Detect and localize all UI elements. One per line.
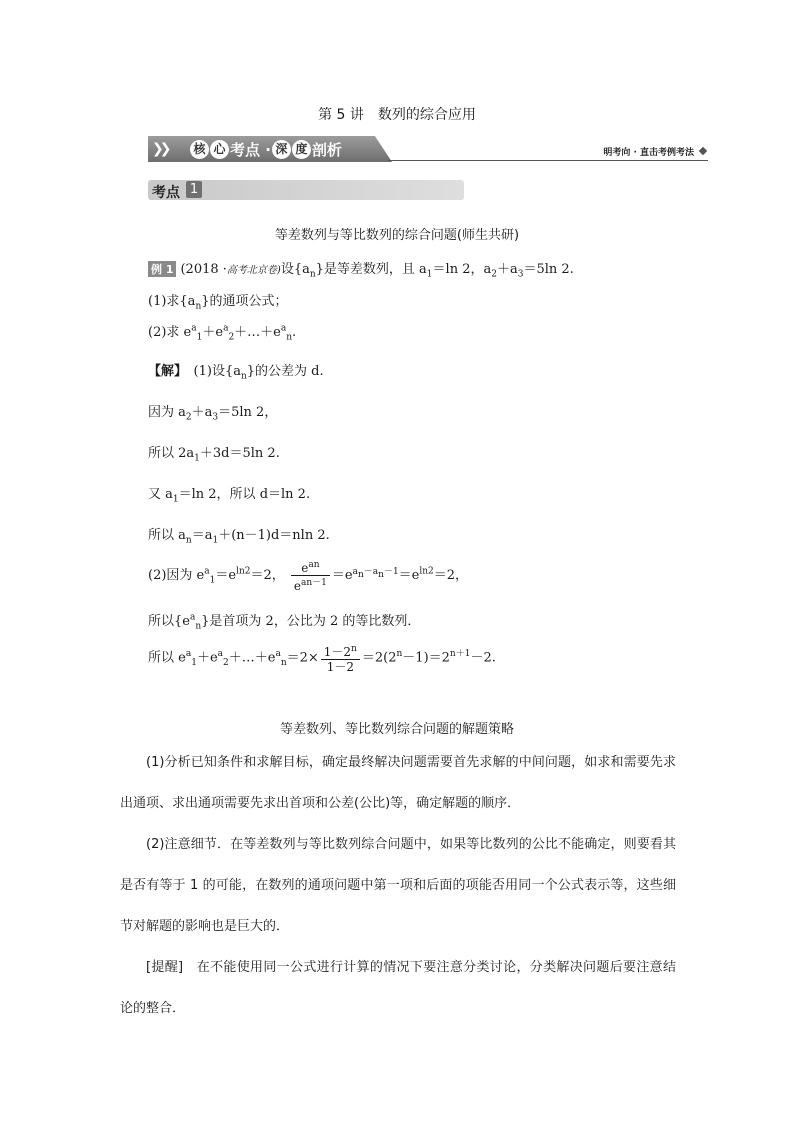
text: 2: [185, 412, 192, 423]
text: 在不能使用同一公式进行计算的情况下要注意分类讨论，分类解决问题后要注意结论的整合．: [120, 960, 676, 1016]
text: 3: [212, 412, 219, 423]
text: ＝ln 2，a: [432, 262, 492, 277]
divider: [388, 160, 708, 161]
text: ＝2，: [250, 568, 285, 583]
solution-line-7: 所以$\{e^a_n\}$是首项为 2，公比为 2 的等比数列．: [148, 612, 421, 632]
text: n: [396, 649, 403, 660]
example-source: 高考北京卷): [226, 265, 281, 276]
text: 因为 a: [148, 405, 186, 420]
text: n: [240, 371, 247, 382]
text: 又 a: [148, 487, 173, 502]
text: }是等差数列，且 a: [315, 262, 427, 277]
page-title: 第 5 讲 数列的综合应用: [318, 107, 476, 123]
text: e: [293, 579, 301, 593]
text: －1)＝2: [402, 650, 450, 666]
section-title: 等差数列与等比数列的综合问题(师生共研): [274, 228, 520, 243]
text: an－1: [301, 578, 327, 588]
text: 1: [194, 453, 200, 464]
text: (2)求 e: [148, 325, 192, 340]
text: }的公差为 d.: [246, 364, 324, 379]
banner-char: 度: [292, 140, 311, 159]
text: n: [309, 269, 316, 280]
text: ＋a: [496, 262, 518, 277]
text: 所以 e: [148, 650, 186, 666]
text: n＋1: [449, 649, 471, 660]
example-year: (2018 ·: [180, 262, 227, 277]
text: (1)求{a: [148, 294, 196, 309]
text: ln2: [419, 566, 434, 577]
text: .: [292, 325, 297, 340]
text: (2)因为 e: [148, 568, 205, 583]
text: 所以{e: [148, 614, 190, 629]
banner-text: 考点 ·: [230, 141, 271, 159]
example-stem: [148, 258, 574, 280]
text: ＋(n－1)d＝nln 2.: [218, 528, 330, 543]
banner-char: 深: [272, 140, 291, 159]
text: e: [301, 561, 309, 575]
solution-label: 【解】: [148, 364, 181, 379]
text: ＝e: [398, 568, 420, 583]
text: }的通项公式；: [201, 294, 288, 309]
chevron-right-icon: ❯❯: [152, 141, 168, 157]
text: ＝a: [191, 528, 213, 543]
text: 设{a: [280, 262, 310, 277]
kaodian-bar: [148, 180, 464, 200]
text: ＝2，: [433, 568, 469, 583]
question-1: [148, 290, 288, 312]
text: ln2: [236, 566, 251, 577]
kaodian-number: 1: [186, 181, 202, 198]
solution-line-8: 所以 $e^a_1+e^a_2+\dots+e^a_n=2\times$ $\frac{1-2^n}{1-2}$ $=2(2^n-1)=2^{n+1}-2$.: [148, 644, 496, 674]
text: ＝5ln 2.: [523, 262, 574, 277]
banner-text: 剖析: [311, 141, 342, 159]
solution-line-2: [148, 401, 277, 423]
text: n: [351, 644, 357, 654]
section-banner: [148, 136, 708, 162]
banner-char: 核: [190, 140, 209, 159]
text: 2: [491, 269, 497, 280]
text: ＝2(2: [361, 650, 397, 666]
text: (1)设{a: [193, 364, 241, 379]
strategy-paragraph-2: (2)注意细节．在等差数列与等比数列综合问题中，如果等比数列的公比不能确定，则要看其是否有等于 1 的可能，在数列的通项问题中第一项和后面的项能否用同一个公式表示等，这些细节对解题的影响也是巨大的．: [120, 837, 676, 934]
text: an: [308, 560, 320, 570]
text: 1－2: [323, 645, 352, 659]
text: ＝e: [331, 568, 353, 583]
example-badge: 例 1: [148, 261, 176, 277]
text: 所以 2a: [148, 446, 195, 461]
text: ＝2×: [286, 650, 319, 666]
text: ＋a: [191, 405, 213, 420]
solution-line-4: [148, 483, 310, 505]
solution-line-6: (2)因为 $e^a_1=e^{ln2}=2$， $\frac{e^{an}}{e^{an-1}}$ $=e^{a_n-a_n-1}=e^{ln2}=2$，: [148, 560, 469, 593]
solution-line-5: [148, 524, 330, 546]
text: 所以 a: [148, 528, 186, 543]
kaodian-label: 考点: [152, 185, 180, 201]
text: ＝e: [215, 568, 237, 583]
text: }是首项为 2，公比为 2 的等比数列．: [201, 614, 421, 629]
text: ＝ln 2，所以 d＝ln 2.: [178, 487, 311, 502]
banner-char: 心: [210, 140, 229, 159]
text: ＋3d＝5ln 2.: [199, 446, 280, 461]
text: 1: [212, 535, 219, 546]
text: n: [195, 301, 202, 312]
text: n: [185, 535, 192, 546]
text: 1: [426, 269, 433, 280]
strategy-paragraph-1: (1)分析已知条件和求解目标，确定最终解决问题需要首先求解的中间问题，如求和需要先求出通项、求出通项需要先求出首项和公差(公比)等，确定解题的顺序．: [120, 755, 676, 811]
banner-subtitle: 明考向 · 直击考例考法: [603, 148, 694, 158]
fraction: [321, 642, 360, 674]
strategy-paragraph-3: [120, 947, 676, 1029]
diamond-icon: [699, 147, 707, 155]
text: 3: [517, 269, 524, 280]
text: 1－2: [326, 660, 354, 674]
question-2: (2)求 $e^a_1+e^a_2+\dots+e^a_n$.: [148, 323, 297, 343]
strategy-title: 等差数列、等比数列综合问题的解题策略: [279, 722, 514, 737]
text: 1: [172, 494, 179, 505]
solution-line-3: [148, 442, 280, 464]
banner-title: [190, 139, 342, 160]
reminder-label: [提醒]: [146, 960, 184, 975]
fraction: [291, 558, 330, 593]
solution-line-1: [148, 360, 324, 382]
text: －2.: [470, 650, 496, 666]
text: ＝5ln 2，: [218, 405, 278, 420]
